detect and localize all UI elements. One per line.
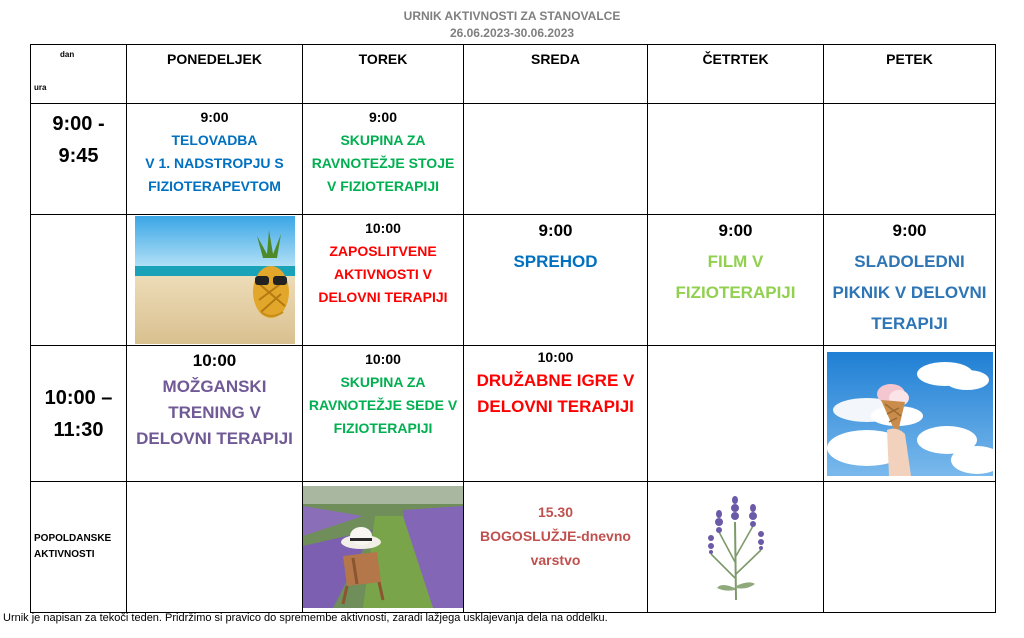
activity-line: PIKNIK V DELOVNI bbox=[832, 283, 987, 302]
time-slot-2-end: 11:30 bbox=[53, 418, 104, 441]
activity-wed-2 bbox=[464, 215, 648, 346]
pineapple-beach-image bbox=[135, 216, 295, 344]
corner-day-label: dan bbox=[60, 50, 75, 59]
page-title: URNIK AKTIVNOSTI ZA STANOVALCE bbox=[403, 9, 621, 23]
header-row bbox=[31, 45, 996, 104]
corner-hour-label: ura bbox=[34, 83, 47, 92]
activity-time: 9:00 bbox=[200, 109, 229, 125]
footer-note: Urnik je napisan za tekoči teden. Pridržimo si pravico do spremembe aktivnosti, zaradi lažjega usklajevanja dela na oddelku. bbox=[3, 612, 608, 624]
activity-time: 10:00 bbox=[192, 351, 237, 370]
afternoon-label-line: POPOLDANSKE bbox=[34, 533, 112, 544]
activity-mon-3 bbox=[127, 346, 303, 482]
activity-line: SPREHOD bbox=[513, 252, 598, 271]
day-header-friday: PETEK bbox=[824, 45, 996, 104]
activity-thu-2 bbox=[648, 215, 824, 346]
empty-cell bbox=[464, 104, 648, 215]
activity-line: RAVNOTEŽJE SEDE V bbox=[308, 397, 458, 413]
activity-line: DELOVNI TERAPIJI bbox=[477, 397, 634, 416]
time-slot-1-start: 9:00 - bbox=[52, 113, 105, 135]
beach-image-cell bbox=[127, 215, 303, 346]
activity-line: V FIZIOTERAPIJI bbox=[326, 178, 439, 194]
activity-line: SKUPINA ZA bbox=[340, 374, 426, 390]
day-header-wednesday: SREDA bbox=[464, 45, 648, 104]
schedule-row-3 bbox=[31, 346, 996, 482]
time-slot-2-start: 10:00 – bbox=[44, 386, 113, 409]
activity-line: TERAPIJI bbox=[871, 314, 948, 333]
activity-line: varstvo bbox=[530, 552, 581, 568]
date-range: 26.06.2023-30.06.2023 bbox=[449, 26, 575, 40]
schedule-row-2 bbox=[31, 215, 996, 346]
lavender-field-image-cell bbox=[303, 482, 464, 613]
day-header-thursday: ČETRTEK bbox=[648, 45, 824, 104]
activity-tue-3 bbox=[303, 346, 464, 482]
lavender-field-chair-image bbox=[303, 486, 463, 608]
time-slot-1-end: 9:45 bbox=[58, 145, 99, 167]
day-header-tuesday: TOREK bbox=[303, 45, 464, 104]
activity-time: 9:00 bbox=[718, 221, 753, 240]
activity-line: DRUŽABNE IGRE V bbox=[476, 371, 635, 390]
activity-wed-4 bbox=[464, 482, 648, 613]
activity-line: TELOVADBA bbox=[171, 132, 258, 148]
activity-time: 9:00 bbox=[892, 221, 927, 240]
afternoon-label-cell bbox=[31, 482, 127, 613]
activity-time: 10:00 bbox=[365, 220, 401, 236]
activity-time: 10:00 bbox=[365, 351, 401, 367]
schedule-table bbox=[30, 44, 996, 613]
activity-line: FIZIOTERAPIJI bbox=[675, 283, 796, 302]
activity-fri-2 bbox=[824, 215, 996, 346]
activity-line: ZAPOSLITVENE bbox=[329, 243, 437, 259]
activity-line: BOGOSLUŽJE-dnevno bbox=[480, 528, 631, 544]
time-slot-2 bbox=[31, 346, 127, 482]
activity-tue-2 bbox=[303, 215, 464, 346]
activity-line: FILM V bbox=[707, 252, 764, 271]
activity-line: FIZIOTERAPEVTOM bbox=[148, 178, 281, 194]
activity-line: TRENING V bbox=[168, 403, 261, 422]
activity-mon-1 bbox=[127, 104, 303, 215]
activity-line: DELOVNI TERAPIJI bbox=[318, 289, 448, 305]
activity-line: DELOVNI TERAPIJI bbox=[136, 429, 293, 448]
time-slot-1 bbox=[31, 104, 127, 215]
activity-line: 15.30 bbox=[537, 504, 574, 520]
activity-line: SLADOLEDNI bbox=[854, 252, 965, 271]
ice-cream-sky-image bbox=[827, 352, 993, 476]
schedule-row-1 bbox=[31, 104, 996, 215]
icecream-image-cell bbox=[824, 346, 996, 482]
lavender-sprig-image-cell bbox=[648, 482, 824, 613]
activity-wed-3 bbox=[464, 346, 648, 482]
activity-time: 10:00 bbox=[537, 349, 574, 365]
activity-time: 9:00 bbox=[538, 221, 573, 240]
activity-tue-1 bbox=[303, 104, 464, 215]
corner-cell bbox=[31, 45, 127, 104]
empty-cell bbox=[824, 104, 996, 215]
activity-line: FIZIOTERAPIJI bbox=[333, 420, 433, 436]
activity-line: V 1. NADSTROPJU S bbox=[145, 155, 284, 171]
day-header-monday: PONEDELJEK bbox=[127, 45, 303, 104]
activity-time: 9:00 bbox=[368, 109, 398, 125]
empty-cell bbox=[648, 346, 824, 482]
empty-cell bbox=[824, 482, 996, 613]
empty-cell bbox=[127, 482, 303, 613]
activity-line: MOŽGANSKI bbox=[162, 377, 267, 396]
activity-line: SKUPINA ZA bbox=[340, 132, 426, 148]
afternoon-label-line: AKTIVNOSTI bbox=[34, 549, 95, 560]
empty-time-cell bbox=[31, 215, 127, 346]
activity-line: AKTIVNOSTI V bbox=[333, 266, 432, 282]
empty-cell bbox=[648, 104, 824, 215]
lavender-sprig-image bbox=[691, 492, 781, 602]
schedule-row-4 bbox=[31, 482, 996, 613]
activity-line: RAVNOTEŽJE STOJE bbox=[311, 155, 455, 171]
